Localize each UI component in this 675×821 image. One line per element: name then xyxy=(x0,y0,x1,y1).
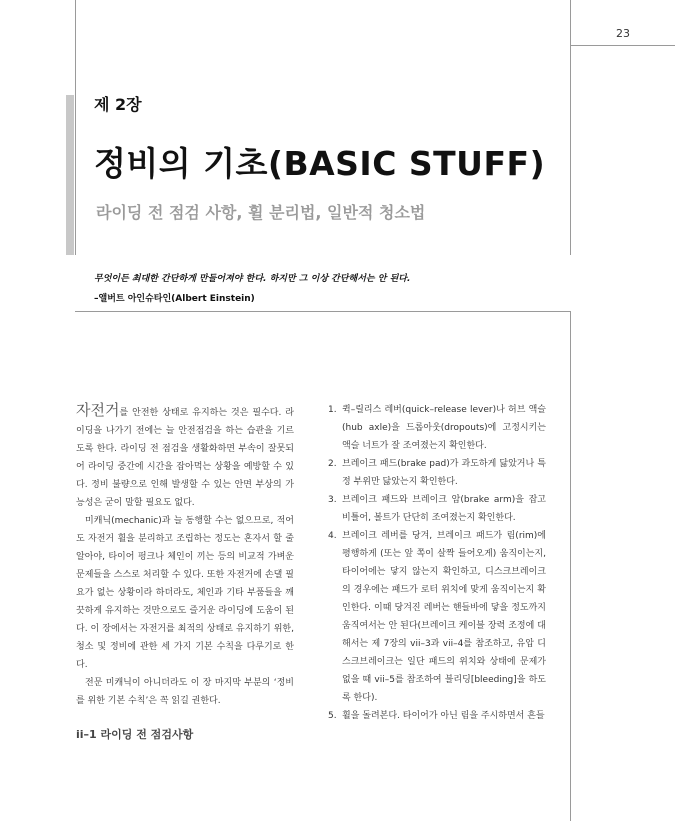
epigraph-quote: 무엇이든 최대한 간단하게 만들어져야 한다. 하지만 그 이상 간단해서는 안 된다. xyxy=(94,274,411,284)
body-paragraph-3: 전문 미캐닉이 아니더라도 이 장 마지막 부분의 ‘정비를 위한 기본 수칙’은 꼭 읽길 권한다. xyxy=(76,678,294,706)
chapter-subtitle: 라이딩 전 점검 사항, 휠 분리법, 일반적 청소법 xyxy=(96,203,426,222)
dropcap-text: 자전거 xyxy=(76,401,120,419)
left-column xyxy=(76,401,294,744)
checklist-number: 2. xyxy=(328,459,337,469)
checklist-text: 브레이크 레버를 당겨, 브레이크 패드가 림(rim)에 평행하게 (또는 앞 쪽이 살짝 들어오게) 움직이는지, 타이어에는 닿지 않는지 확인하고, 디스크브레이크의 경우에는 패드가 로터 위치에 맞게 움직이는지 확인한다. 이때 당겨진 레버는 핸들바에 닿을 정도까지 움직여서는 안 된다(브레이크 케이블 장력 조정에 대해서는 제 7장의 vii–3과 vii–4를 참조하고, 유압 디스크브레이크는 일단 패드의 위치와 상태에 문제가 없을 때 vii–5를 참조하여 블리딩[bleeding]을 하도록 한다). xyxy=(342,531,546,703)
body-paragraph-2: 미캐닉(mechanic)과 늘 동행할 수는 없으므로, 적어도 자전거 휠을 분리하고 조립하는 정도는 혼자서 할 줄 알아야, 타이어 펑크나 체인이 끼는 등의 비교적 가벼운 문제들을 스스로 처리할 수 있다. 또한 자전거에 손댈 필요가 없는 상황이라 하더라도, 체인과 기타 부품들을 깨끗하게 유지하는 것만으로도 즐거운 라이딩에 도움이 된다. 이 장에서는 자전거를 최적의 상태로 유지하기 위한, 청소 및 정비에 관한 세 가지 기본 수칙을 다루기로 한다. xyxy=(76,516,294,670)
checklist-number: 1. xyxy=(328,405,337,415)
right-margin-rule-top xyxy=(570,0,571,255)
right-column xyxy=(328,401,546,725)
checklist-number: 5. xyxy=(328,711,337,721)
checklist-text: 휠을 돌려본다. 타이어가 아닌 림을 주시하면서 흔들 xyxy=(342,711,545,721)
chapter-accent-bar xyxy=(66,95,74,255)
checklist-number: 4. xyxy=(328,531,337,541)
page-number: 23 xyxy=(616,27,630,40)
chapter-title: 정비의 기초(BASIC STUFF) xyxy=(94,144,546,183)
checklist-item xyxy=(328,401,546,455)
section-heading: ii–1 라이딩 전 점검사항 xyxy=(76,728,194,741)
checklist-number: 3. xyxy=(328,495,337,505)
checklist-text: 퀵–릴리스 레버(quick–release lever)나 허브 액슬(hub axle)을 드롭아웃(dropouts)에 고정시키는 액슬 너트가 잘 조여졌는지 확인한다. xyxy=(342,405,546,451)
epigraph-author: –앨버트 아인슈타인(Albert Einstein) xyxy=(94,294,255,304)
chapter-label: 제 2장 xyxy=(94,95,142,114)
checklist-item xyxy=(328,491,546,527)
checklist-text: 브레이크 패드와 브레이크 암(brake arm)을 잡고 비틀어, 볼트가 단단히 조여졌는지 확인한다. xyxy=(342,495,546,523)
checklist-item xyxy=(328,527,546,707)
header-rule xyxy=(570,45,675,46)
right-margin-rule-bottom xyxy=(570,311,571,821)
left-margin-rule xyxy=(75,0,76,255)
epigraph-rule xyxy=(75,311,571,312)
checklist-item xyxy=(328,707,546,725)
checklist-text: 브레이크 패드(brake pad)가 과도하게 닳았거나 특정 부위만 닳았는지 확인한다. xyxy=(342,459,546,487)
intro-paragraph xyxy=(76,401,294,512)
checklist-item xyxy=(328,455,546,491)
intro-paragraph-text: 를 안전한 상태로 유지하는 것은 필수다. 라이딩을 나가기 전에는 늘 안전점검을 하는 습관을 기르도록 한다. 라이딩 전 점검을 생활화하면 부속이 잘못되어 라이딩 중간에 시간을 잡아먹는 상황을 예방할 수 있다. 정비 불량으로 인해 발생할 수 있는 안면 부상의 가능성은 굳이 말할 필요도 없다. xyxy=(76,408,294,508)
epigraph xyxy=(94,271,410,304)
